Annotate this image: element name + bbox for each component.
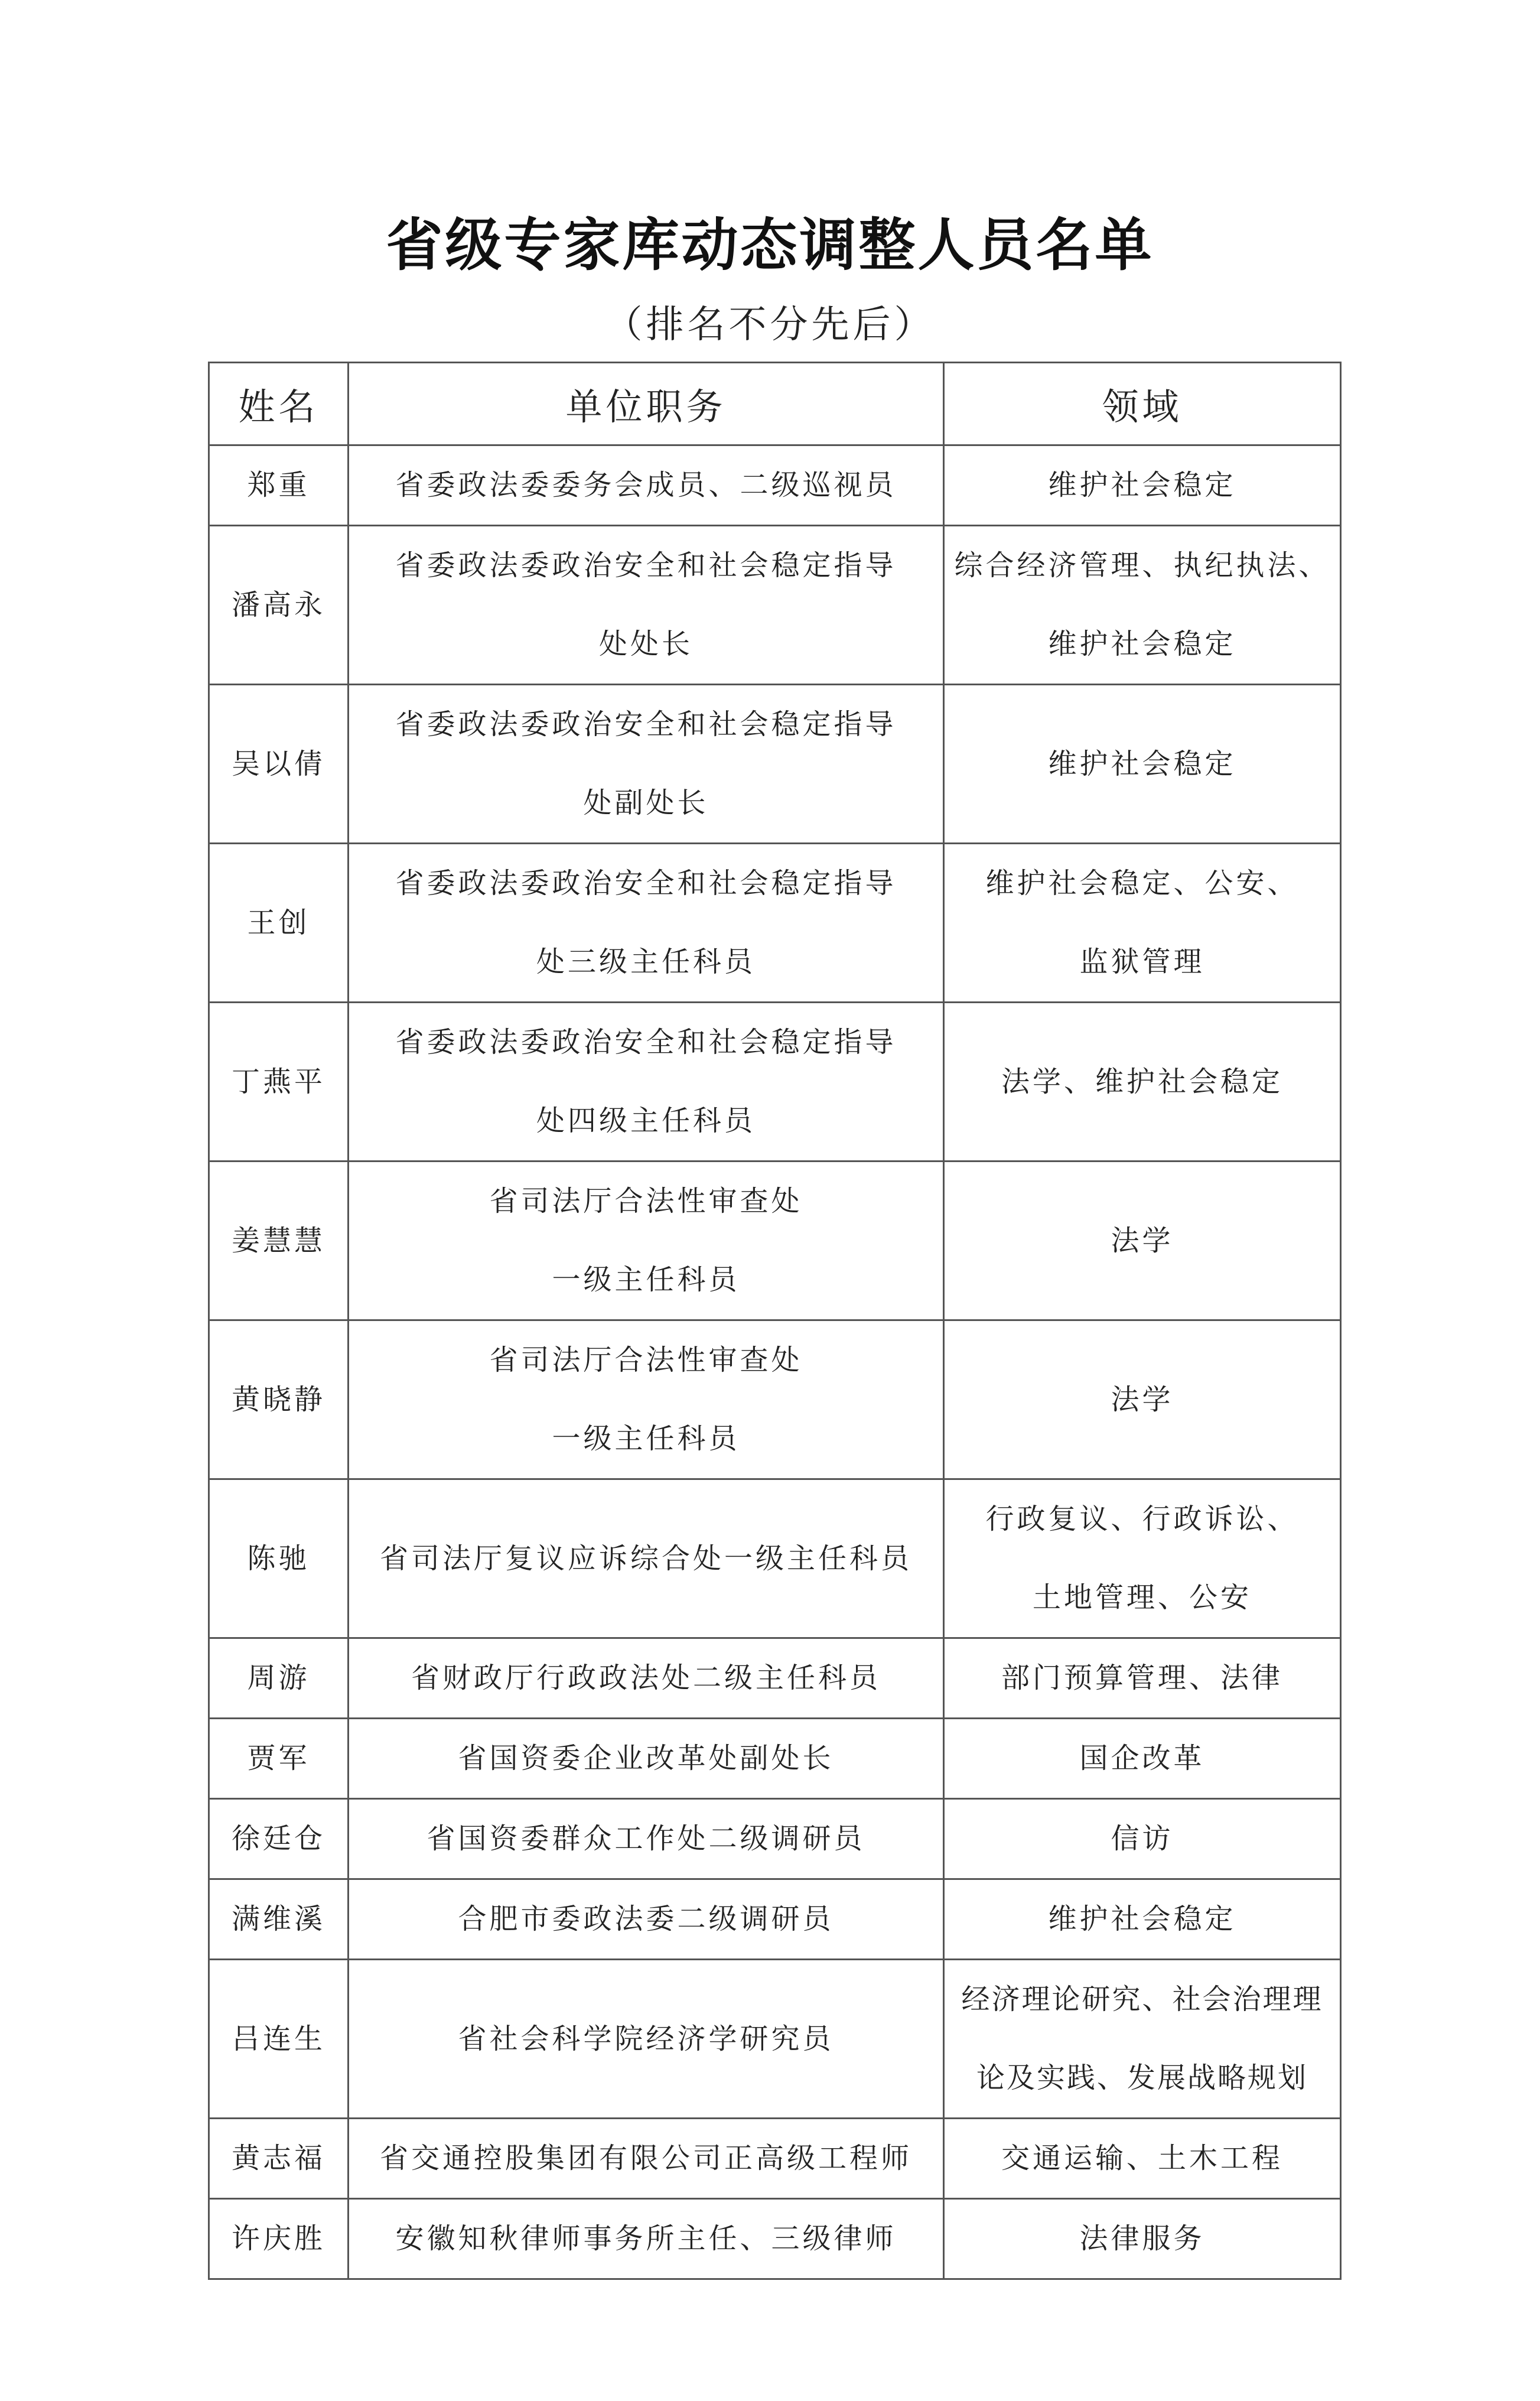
table-row	[209, 1162, 1341, 1320]
cell-position: 省司法厅合法性审查处一级主任科员	[349, 1320, 944, 1479]
table-row	[209, 1879, 1341, 1960]
cell-name: 贾军	[209, 1719, 349, 1799]
cell-position: 省委政法委政治安全和社会稳定指导处副处长	[349, 685, 944, 844]
cell-field: 综合经济管理、执纪执法、维护社会稳定	[944, 526, 1341, 685]
cell-field: 维护社会稳定	[944, 685, 1341, 844]
cell-field: 法学、维护社会稳定	[944, 1003, 1341, 1162]
cell-name: 姜慧慧	[209, 1162, 349, 1320]
column-header-name: 姓名	[209, 363, 349, 445]
table-row	[209, 844, 1341, 1003]
table-row	[209, 526, 1341, 685]
table-row	[209, 1638, 1341, 1719]
cell-position: 省委政法委政治安全和社会稳定指导处处长	[349, 526, 944, 685]
column-header-field: 领域	[944, 363, 1341, 445]
cell-position: 省社会科学院经济学研究员	[349, 1960, 944, 2119]
cell-position: 省司法厅复议应诉综合处一级主任科员	[349, 1479, 944, 1638]
cell-position: 省委政法委委务会成员、二级巡视员	[349, 445, 944, 526]
cell-name: 吕连生	[209, 1960, 349, 2119]
cell-name: 吴以倩	[209, 685, 349, 844]
cell-name: 丁燕平	[209, 1003, 349, 1162]
table-row	[209, 445, 1341, 526]
cell-field: 信访	[944, 1799, 1341, 1879]
cell-field: 国企改革	[944, 1719, 1341, 1799]
cell-position: 省委政法委政治安全和社会稳定指导处四级主任科员	[349, 1003, 944, 1162]
table-row	[209, 1960, 1341, 2119]
cell-field: 法学	[944, 1320, 1341, 1479]
cell-field: 交通运输、土木工程	[944, 2119, 1341, 2199]
table-row	[209, 2119, 1341, 2199]
table-row	[209, 1003, 1341, 1162]
cell-position: 省交通控股集团有限公司正高级工程师	[349, 2119, 944, 2199]
cell-field: 维护社会稳定、公安、监狱管理	[944, 844, 1341, 1003]
cell-name: 许庆胜	[209, 2199, 349, 2279]
cell-name: 郑重	[209, 445, 349, 526]
page-subtitle: （排名不分先后）	[604, 303, 936, 347]
cell-position: 省财政厅行政政法处二级主任科员	[349, 1638, 944, 1719]
cell-field: 维护社会稳定	[944, 1879, 1341, 1960]
column-header-position: 单位职务	[349, 363, 944, 445]
table-row	[209, 1479, 1341, 1638]
cell-name: 黄晓静	[209, 1320, 349, 1479]
cell-position: 省司法厅合法性审查处一级主任科员	[349, 1162, 944, 1320]
cell-name: 徐廷仓	[209, 1799, 349, 1879]
roster-table	[208, 362, 1342, 2280]
cell-field: 行政复议、行政诉讼、土地管理、公安	[944, 1479, 1341, 1638]
table-row	[209, 1799, 1341, 1879]
cell-name: 王创	[209, 844, 349, 1003]
cell-field: 法学	[944, 1162, 1341, 1320]
cell-name: 周游	[209, 1638, 349, 1719]
cell-position: 安徽知秋律师事务所主任、三级律师	[349, 2199, 944, 2279]
table-header-row	[209, 363, 1341, 445]
cell-name: 潘高永	[209, 526, 349, 685]
cell-position: 省国资委企业改革处副处长	[349, 1719, 944, 1799]
page-title: 省级专家库动态调整人员名单	[386, 212, 1154, 278]
cell-field: 法律服务	[944, 2199, 1341, 2279]
cell-field: 经济理论研究、社会治理理论及实践、发展战略规划	[944, 1960, 1341, 2119]
cell-field: 部门预算管理、法律	[944, 1638, 1341, 1719]
cell-field: 维护社会稳定	[944, 445, 1341, 526]
table-row	[209, 1320, 1341, 1479]
table-row	[209, 1719, 1341, 1799]
cell-name: 满维溪	[209, 1879, 349, 1960]
cell-name: 陈驰	[209, 1479, 349, 1638]
cell-position: 合肥市委政法委二级调研员	[349, 1879, 944, 1960]
cell-position: 省国资委群众工作处二级调研员	[349, 1799, 944, 1879]
table-row	[209, 2199, 1341, 2279]
cell-position: 省委政法委政治安全和社会稳定指导处三级主任科员	[349, 844, 944, 1003]
cell-name: 黄志福	[209, 2119, 349, 2199]
table-row	[209, 685, 1341, 844]
